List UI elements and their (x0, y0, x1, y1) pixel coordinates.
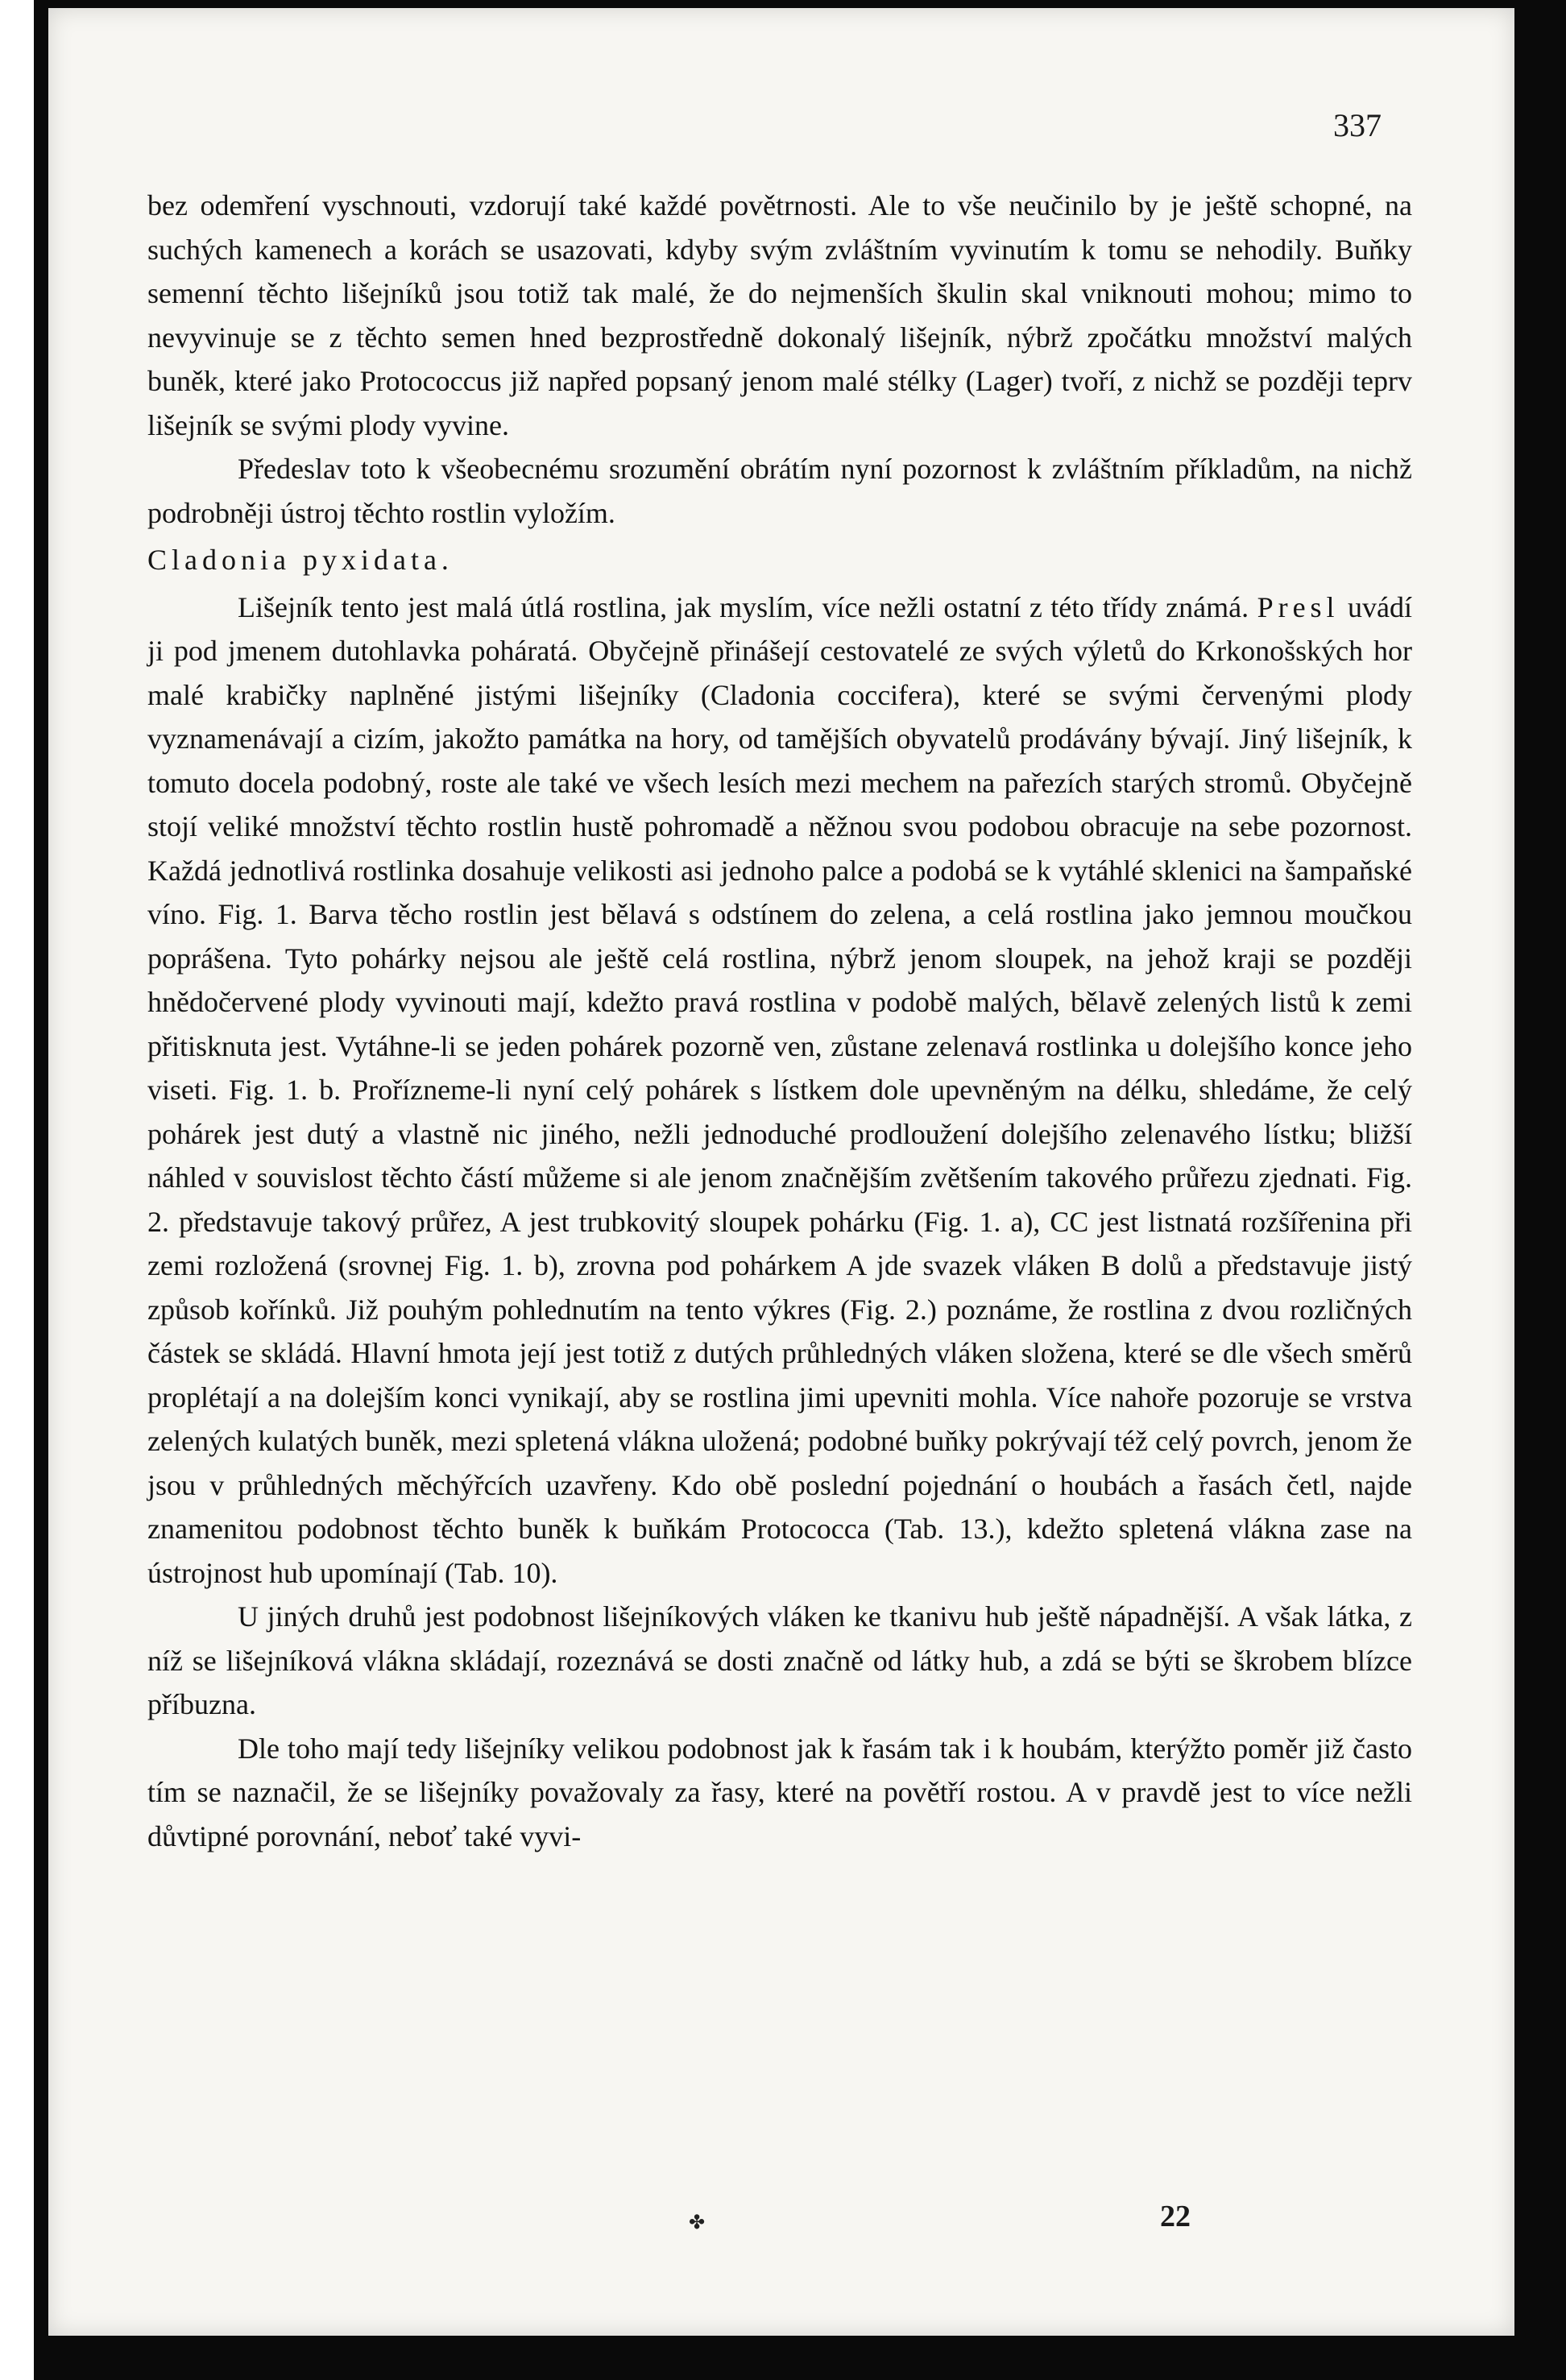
printer-ornament-icon: ✤ (689, 2211, 706, 2233)
paragraph-1: bez odemření vyschnouti, vzdorují také každé povětrnosti. Ale to vše neučinilo by je ještě schopné, na suchých kamenech a korách se usazovati, kdyby svým zvláštním vyvinutím k tomu se nehodily. Buňky semenní těchto lišejníků jsou totiž tak malé, že do nejmenších škulin skal vniknouti mohou; mimo to nevyvinuje se z těchto semen hned bezprostředně dokonalý lišejník, nýbrž zpočátku množství malých buněk, které jako Protococcus již napřed popsaný jenom malé stélky (Lager) tvoří, z nichž se později teprv lišejník se svými plody vyvine. (147, 189, 1412, 441)
paragraph-3-rest: uvádí ji pod jmenem dutohlavka poháratá. Obyčejně přinášejí cestovatelé ze svých výletů do Krkonošských hor malé krabičky naplněné jistými lišejníky (Cladonia coccifera), které se svými červenými plody vyznamenávají a cizím, jakožto památka na hory, od tamějších obyvatelů prodávány bývají. Jiný lišejník, k tomuto docela podobný, roste ale také ve všech lesích mezi mechem na pařezích starých stromů. Obyčejně stojí veliké množství těchto rostlin hustě pohromadě a něžnou svou podobou obracuje na sebe pozornost. Každá jednotlivá rostlinka dosahuje velikosti asi jednoho palce a podobá se k vytáhlé sklenici na šampaňské víno. Fig. 1. Barva těcho rostlin jest bělavá s odstínem do zelena, a celá rostlina jako jemnou moučkou poprášena. Tyto pohárky nejsou ale ještě celá rostlina, nýbrž jenom sloupek, na jehož kraji se později hnědočervené plody vyvinouti mají, kdežto pravá rostlina v podobě malých, bělavě zelených listů k zemi přitisknuta jest. Vytáhne-li se jeden pohárek pozorně ven, zůstane zelenavá rostlinka u dolejšího konce jeho viseti. Fig. 1. b. Prořízneme-li nyní celý pohárek s lístkem dole upevněným na délku, shledáme, že celý pohárek jest dutý a vlastně nic jiného, nežli jednoduché prodloužení dolejšího zelenavého lístku; bližší náhled v souvislost těchto částí můžeme si ale jenom značnějším zvětšením takového průřezu zjednati. Fig. 2. představuje takový průřez, A jest trubkovitý sloupek pohárku (Fig. 1. a), CC jest listnatá rozšířenina při zemi rozložená (srovnej Fig. 1. b), zrovna pod pohárkem A jde svazek vláken B dolů a představuje jistý způsob kořínků. Již pouhým pohlednutím na tento výkres (Fig. 2.) poznáme, že rostlina z dvou rozličných částek se skládá. Hlavní hmota její jest totiž z dutých průhledných vláken složena, které se dle všech směrů proplétají a na dolejším konci vynikají, aby se rostlina jimi upevniti mohla. Více nahoře pozoruje se vrstva zelených kulatých buněk, mezi spletená vlákna uložená; podobné buňky pokrývají též celý povrch, jenom že jsou v průhledných měchýřcích uzavřeny. Kdo obě poslední pojednání o houbách a řasách četl, najde znamenitou podobnost těchto buněk k buňkám Protococca (Tab. 13.), kdežto spletená vlákna zase na ústrojnost hub upomínají (Tab. 10). (147, 590, 1413, 1589)
paragraph-2: Předeslav toto k všeobecnému srozumění obrátím nyní pozornost k zvláštním příkladům, na nichž podrobněji ústroj těchto rostlin vyložím. (147, 453, 1412, 529)
author-name: Presl (1257, 590, 1340, 623)
body-text (147, 184, 1412, 1858)
paragraph-3-start: Lišejník tento jest malá útlá rostlina, jak myslím, více nežli ostatní z této třídy známá. (238, 590, 1257, 623)
section-heading: Cladonia pyxidata. (147, 544, 454, 576)
paragraph-5: Dle toho mají tedy lišejníky velikou podobnost jak k řasám tak i k houbám, kterýžto poměr již často tím se naznačil, že se lišejníky považovaly za řasy, které na povětří rostou. A v pravdě jest to více nežli důvtipné porovnání, neboť také vyvi- (147, 1732, 1412, 1852)
paragraph-4: U jiných druhů jest podobnost lišejníkových vláken ke tkanivu hub ještě nápadnější. A však látka, z níž se lišejníková vlákna skládají, rozeznává se dosti značně od látky hub, a zdá se býti se škrobem blízce příbuzna. (147, 1600, 1412, 1720)
page-number: 337 (1333, 107, 1382, 143)
book-binding-edge (0, 0, 34, 2380)
paragraph-3 (147, 586, 1412, 1596)
signature-number: 22 (1160, 2200, 1191, 2233)
book-page (48, 8, 1514, 2336)
